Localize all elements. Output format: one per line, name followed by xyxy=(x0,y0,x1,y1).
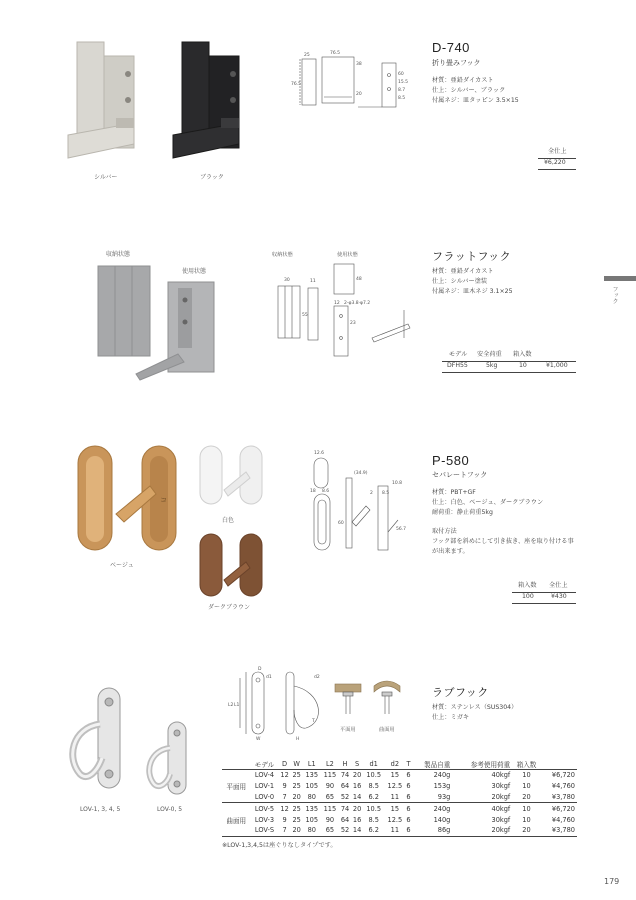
lov-table-cell: ¥4,760 xyxy=(551,815,575,824)
lov-table-cell: 16 xyxy=(352,782,362,791)
lov-dimension-drawing xyxy=(226,666,336,742)
lov-table-cell: 40kgf xyxy=(491,771,511,780)
lov-table-row xyxy=(222,814,577,825)
flat-caption-stored: 収納状態 xyxy=(106,251,131,258)
flat-dim: 48 xyxy=(356,277,362,282)
lov-table-cell: 6 xyxy=(406,792,411,801)
flat-dim: 23 xyxy=(350,321,356,326)
lov-table-cell: 105 xyxy=(305,815,319,824)
lov-table-cell: 20 xyxy=(292,792,301,801)
lov-th: D xyxy=(279,759,291,770)
d740-product-photo-black xyxy=(165,38,250,168)
divider xyxy=(538,169,576,170)
lov-th: H xyxy=(339,759,351,770)
flat-td-model: DFH55 xyxy=(447,362,468,369)
lov-table-cell: 11 xyxy=(384,825,405,836)
lov-table-row xyxy=(222,792,577,803)
lov-th: W xyxy=(291,759,303,770)
d740-name: 折り畳みフック xyxy=(432,59,481,67)
lov-table-cell: 12 xyxy=(280,804,289,813)
flat-spec-3: 付属ネジ：皿木ネジ 3.1×25 xyxy=(432,288,513,295)
lov-table-cell: 65 xyxy=(321,792,339,803)
p580-product-photo-brown xyxy=(196,532,268,598)
d740-dim: 8.7 xyxy=(398,88,406,93)
flat-drawing-label-used: 使用状態 xyxy=(337,252,358,258)
lov-table-cell: 153g xyxy=(433,782,451,791)
d740-dimension-drawing xyxy=(290,45,410,115)
lov-table-cell: 115 xyxy=(323,771,337,780)
lov-table-cell: 80 xyxy=(303,825,321,836)
p580-td-box: 100 xyxy=(522,593,534,600)
p580-name: セパレートフック xyxy=(432,471,488,479)
lov-table-cell: 6.2 xyxy=(363,825,384,836)
lov-table-cell: 20 xyxy=(352,804,362,813)
divider xyxy=(512,603,576,604)
flat-dim: 12 xyxy=(334,301,340,306)
d740-price-header: 全仕上 xyxy=(548,148,567,155)
lov-group-label: 曲面用 xyxy=(222,803,251,836)
lov-th: 箱入数 xyxy=(512,759,541,770)
flat-dim: 11 xyxy=(310,279,316,284)
lov-table-cell: 14 xyxy=(352,792,362,801)
p580-caption-brown: ダークブラウン xyxy=(208,604,251,611)
lov-table-cell: 6.2 xyxy=(363,792,384,803)
svg-text:コ: コ xyxy=(160,496,167,504)
lov-table-cell: 65 xyxy=(321,825,339,836)
d740-caption-black: ブラック xyxy=(200,174,224,181)
lov-table-cell: 40kgf xyxy=(491,804,511,813)
lov-name: ラブフック xyxy=(432,687,489,699)
d740-price: ¥6,220 xyxy=(544,159,566,166)
lov-table-row xyxy=(222,803,577,814)
lov-table-cell: 64 xyxy=(340,782,350,791)
page-number: 179 xyxy=(604,877,620,886)
lov-table-cell: 16 xyxy=(352,815,362,824)
lov-table-cell: 8.5 xyxy=(368,782,379,791)
lov-table-row xyxy=(222,770,577,781)
lov-table-row xyxy=(222,825,577,836)
p580-dim: 18 xyxy=(310,489,316,494)
lov-dim: d1 xyxy=(266,675,272,680)
flat-th-load: 安全荷重 xyxy=(477,351,502,358)
p580-spec-2: 仕上：白色、ベージュ、ダークブラウン xyxy=(432,499,544,506)
lov-table-cell: 10 xyxy=(522,771,531,780)
lov-th: 製品自重 xyxy=(411,759,452,770)
lov-table-cell: 6 xyxy=(406,782,411,791)
lov-table-cell: 25 xyxy=(292,804,301,813)
lov-table-cell: 8.5 xyxy=(368,815,379,824)
lov-th: モデル xyxy=(251,759,279,770)
p580-th-box: 箱入数 xyxy=(518,582,537,589)
lov-table-cell: 30kgf xyxy=(491,815,511,824)
lov-th: d1 xyxy=(363,759,384,770)
p580-dimension-drawing xyxy=(300,446,418,558)
lov-table-cell: 15 xyxy=(390,804,400,813)
lov-th-group xyxy=(222,759,251,770)
p580-product-photo-beige xyxy=(72,442,182,557)
lov-table-cell: 20 xyxy=(512,792,541,803)
lov-table-cell: ¥6,720 xyxy=(551,804,575,813)
p580-caption-beige: ベージュ xyxy=(110,562,134,569)
p580-dim: 56.7 xyxy=(396,527,407,532)
lov-table-cell: 10.5 xyxy=(366,771,382,780)
lov-table-cell: 74 xyxy=(340,804,350,813)
lov-dim: H xyxy=(296,737,300,742)
p580-spec-1: 材質：PBT+GF xyxy=(432,489,476,496)
flat-dim: 55 xyxy=(302,313,308,318)
lov-table-cell: 105 xyxy=(305,782,319,791)
flat-dimension-drawing xyxy=(268,258,418,363)
lov-table-cell: 25 xyxy=(292,771,301,780)
p580-dim: 2 xyxy=(370,491,373,496)
lov-table-cell: 135 xyxy=(305,804,319,813)
lov-table-cell: 9 xyxy=(282,815,287,824)
lov-mount-flat-label: 平面用 xyxy=(340,727,356,733)
lov-product-photo-large xyxy=(62,684,136,794)
side-tab-label: フック xyxy=(611,286,618,304)
lov-table-cell: ¥3,780 xyxy=(541,825,577,836)
p580-install-1: フック部を斜めにして引き抜き、座を取り付ける事 xyxy=(432,538,574,545)
lov-table-cell: 74 xyxy=(340,771,350,780)
flat-drawing-label-stored: 収納状態 xyxy=(272,252,293,258)
d740-dim: 20 xyxy=(356,92,362,97)
d740-caption-silver: シルバー xyxy=(94,174,118,181)
lov-spec-1: 材質：ステンレス（SUS304） xyxy=(432,704,518,711)
lov-caption-left: LOV-1, 3, 4, 5 xyxy=(80,806,121,813)
flat-dim: 2-φ3.8·φ7.2 xyxy=(344,301,371,306)
lov-table-cell: 93g xyxy=(411,792,452,803)
flat-td-box: 10 xyxy=(519,362,527,369)
p580-caption-white: 白色 xyxy=(222,517,235,524)
d740-dim: 25 xyxy=(304,53,310,58)
lov-table-cell: 7 xyxy=(279,792,291,803)
p580-dim: 10.8 xyxy=(392,481,403,486)
lov-th: T xyxy=(406,760,411,768)
p580-dim: 12.6 xyxy=(314,451,325,456)
flat-th-box: 箱入数 xyxy=(513,351,532,358)
p580-dim: 8.5 xyxy=(382,491,390,496)
lov-table-cell: LOV-3 xyxy=(254,815,275,824)
divider xyxy=(442,372,576,373)
d740-dim: 76.5 xyxy=(330,51,341,56)
lov-table-cell: 6 xyxy=(406,804,411,813)
lov-table-cell: 30kgf xyxy=(491,782,511,791)
p580-install-2: が出来ます。 xyxy=(432,548,469,555)
lov-table-cell: LOV-5 xyxy=(254,804,275,813)
lov-th: 参考使用荷重 xyxy=(452,759,512,770)
p580-product-photo-white xyxy=(196,444,268,506)
lov-table-cell: 11 xyxy=(384,792,405,803)
lov-table-cell: 52 xyxy=(340,792,350,801)
lov-table-cell: ¥6,720 xyxy=(551,771,575,780)
d740-dim: 15.5 xyxy=(398,80,409,85)
flat-product-photo xyxy=(92,258,232,388)
flat-spec-1: 材質：亜鉛ダイカスト xyxy=(432,268,494,275)
lov-table-cell: 20 xyxy=(512,825,541,836)
d740-spec-3: 付属ネジ：皿タッピン 3.5×15 xyxy=(432,97,519,104)
lov-table-cell: 240g xyxy=(433,771,451,780)
flat-dim: 30 xyxy=(284,278,290,283)
lov-spec-table xyxy=(222,759,577,837)
lov-table-cell: LOV-4 xyxy=(254,771,275,780)
d740-dim: 8.5 xyxy=(398,96,406,101)
d740-spec-2: 仕上：シルバー、ブラック xyxy=(432,87,506,94)
lov-table-cell: 14 xyxy=(352,826,362,835)
lov-mount-curved-label: 曲面用 xyxy=(379,727,395,733)
lov-table-cell: 86g xyxy=(411,825,452,836)
d740-dim: 60 xyxy=(398,72,404,77)
flat-td-load: 5kg xyxy=(486,362,498,369)
lov-table-cell: 20 xyxy=(352,771,362,780)
lov-table-cell: 64 xyxy=(340,815,350,824)
lov-table-cell: 12.5 xyxy=(387,782,403,791)
lov-footnote: ※LOV-1,3,4,5は座ぐりなしタイプです。 xyxy=(222,842,337,849)
lov-table-cell: 240g xyxy=(433,804,451,813)
lov-dim: W xyxy=(256,737,261,742)
flat-spec-2: 仕上：シルバー塗装 xyxy=(432,278,488,285)
lov-group-label: 平面用 xyxy=(222,770,251,803)
lov-table-cell: 15 xyxy=(390,771,400,780)
lov-dim: L1 xyxy=(234,703,240,708)
lov-spec-2: 仕上：ミガキ xyxy=(432,714,470,721)
d740-spec-1: 材質：亜鉛ダイカスト xyxy=(432,77,494,84)
lov-table-cell: 25 xyxy=(292,815,301,824)
lov-table-cell: 10.5 xyxy=(366,804,382,813)
lov-table-cell: 80 xyxy=(303,792,321,803)
lov-table-header xyxy=(222,759,577,770)
lov-table-cell: 12 xyxy=(280,771,289,780)
lov-th: L2 xyxy=(321,759,339,770)
lov-table-cell: ¥4,760 xyxy=(551,782,575,791)
p580-dim: 8.6 xyxy=(322,489,330,494)
lov-table-cell: ¥3,780 xyxy=(541,792,577,803)
lov-table-cell: 9 xyxy=(282,782,287,791)
d740-dim: 38 xyxy=(356,62,362,67)
d740-product-photo-silver xyxy=(60,38,145,168)
p580-install-title: 取付方法 xyxy=(432,528,457,535)
lov-table-cell: 10 xyxy=(522,782,531,791)
flat-caption-used: 使用状態 xyxy=(182,268,207,275)
lov-table-cell: 10 xyxy=(522,804,531,813)
lov-dim: L2 xyxy=(228,703,234,708)
lov-table-cell: 140g xyxy=(433,815,451,824)
d740-dim: 76.5 xyxy=(291,82,302,87)
p580-spec-3: 耐荷重：静止荷重5kg xyxy=(432,509,493,516)
lov-table-cell: 135 xyxy=(305,771,319,780)
lov-table-cell: LOV-1 xyxy=(254,782,275,791)
lov-mount-curved-drawing xyxy=(372,680,402,720)
flat-td-price: ¥1,000 xyxy=(546,362,568,369)
lov-dim: d2 xyxy=(314,675,320,680)
lov-table-cell: 10 xyxy=(522,815,531,824)
lov-table-cell: 20kgf xyxy=(452,792,512,803)
p580-dim: (34.9) xyxy=(354,471,368,476)
lov-mount-flat-drawing xyxy=(333,680,363,720)
lov-th: d2 xyxy=(384,759,405,770)
side-tab-bar xyxy=(604,276,636,281)
lov-caption-right: LOV-0, 5 xyxy=(157,806,183,813)
d740-model: D-740 xyxy=(432,40,470,55)
lov-th: L1 xyxy=(303,759,321,770)
flat-th-model: モデル xyxy=(449,351,468,358)
flat-name: フラットフック xyxy=(432,251,512,263)
lov-table-cell: 25 xyxy=(292,782,301,791)
lov-dim: T xyxy=(312,719,315,724)
p580-dim: 60 xyxy=(338,521,344,526)
lov-table-cell: 7 xyxy=(279,825,291,836)
p580-model: P-580 xyxy=(432,453,470,468)
lov-table-cell: 6 xyxy=(406,771,411,780)
lov-table-cell: 12.5 xyxy=(387,815,403,824)
lov-th: S xyxy=(351,759,363,770)
lov-table-cell: 90 xyxy=(325,815,335,824)
lov-table-cell: 115 xyxy=(323,804,337,813)
p580-th-price: 全仕上 xyxy=(549,582,568,589)
lov-dim: D xyxy=(258,667,262,672)
lov-table-cell: 20kgf xyxy=(452,825,512,836)
lov-product-photo-small xyxy=(140,718,200,798)
lov-table-row xyxy=(222,781,577,792)
p580-td-price: ¥430 xyxy=(551,593,567,600)
lov-table-cell: 6 xyxy=(406,815,411,824)
lov-th xyxy=(541,759,577,770)
lov-table-cell: 6 xyxy=(406,826,411,835)
lov-table-cell: 20 xyxy=(292,826,301,835)
lov-table-cell: 90 xyxy=(325,782,335,791)
lov-table-cell: 52 xyxy=(340,826,350,835)
lov-table-cell: LOV-S xyxy=(251,825,279,836)
lov-table-cell: LOV-0 xyxy=(251,792,279,803)
